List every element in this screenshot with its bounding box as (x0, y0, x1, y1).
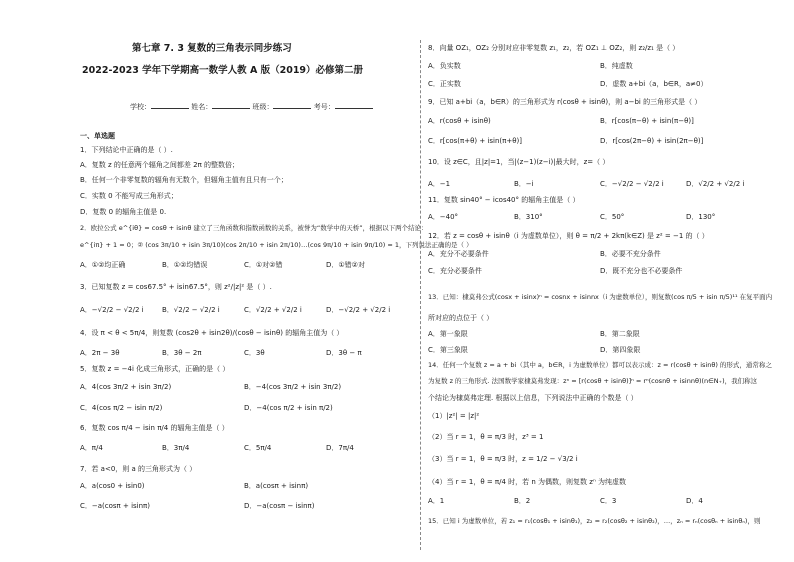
q12-option-d: D．既不充分也不必要条件 (600, 267, 683, 275)
question-7: 7．若 a<0，则 a 的三角形式为（ ） (80, 465, 197, 473)
school-blank[interactable] (151, 101, 189, 109)
q2-option-a: A．①②均正确 (80, 261, 126, 269)
q1-option-a: A．复数 z 的任意两个辐角之间都差 2π 的整数倍； (80, 161, 240, 169)
q1-option-b: B．任何一个非零复数的辐角有无数个，但辐角主值有且只有一个； (80, 176, 288, 184)
q12-option-b: B．必要不充分条件 (600, 250, 661, 258)
q4-option-d: D．3θ − π (326, 349, 362, 357)
q8-option-a: A．负实数 (428, 62, 461, 70)
q3-option-a: A．−√2/2 − √2/2 i (80, 306, 144, 314)
class-label: 班级： (252, 103, 274, 111)
q6-option-a: A．π/4 (80, 444, 103, 452)
q11-option-d: D．130° (686, 213, 716, 221)
q14-option-d: D．4 (686, 497, 703, 505)
q2-option-b: B．①②均错误 (162, 261, 208, 269)
question-13-line1: 13．已知：棣莫弗公式(cosx + isinx)ⁿ = cosnx + isinnx（i 为虚数单位），则复数(cos π/5 + isin π/5)¹¹ 在复平面内 (428, 293, 773, 301)
question-2-line2: e^{iπ} + 1 = 0；② (cos 3π/10 + isin 3π/10)(cos 2π/10 + isin 2π/10)…(cos 9π/10 + isin 9π/10) = 1，下列说法正确的是（ ） (80, 241, 473, 249)
q5-option-d: D．−4(cos π/2 + isin π/2) (244, 404, 333, 412)
question-4: 4．设 π < θ < 5π/4，则复数 (cos2θ + isin2θ)/(cosθ − isinθ) 的辐角主值为（ ） (80, 329, 344, 337)
q11-option-b: B．310° (514, 213, 543, 221)
doc-subtitle: 2022-2023 学年下学期高一数学人教 A 版（2019）必修第二册 (82, 65, 364, 76)
q1-option-d: D．复数 0 的辐角主值是 0. (80, 208, 167, 216)
q9-option-a: A．r(cosθ + isinθ) (428, 117, 491, 125)
column-divider (420, 40, 421, 550)
q7-option-d: D．−a(cosπ − isinπ) (244, 502, 315, 510)
q8-option-c: C．正实数 (428, 80, 461, 88)
question-14-line2: 为复数 z 的三角形式. 法国数学家棣莫弗发现：zⁿ = [r(cosθ + isinθ)]ⁿ = rⁿ(cosnθ + isinnθ)(n∈N₊)，我们称这 (428, 377, 758, 385)
q3-option-b: B．√2/2 − √2/2 i (162, 306, 220, 314)
q13-option-c: C．第三象限 (428, 346, 468, 354)
q6-option-d: D．7π/4 (326, 444, 354, 452)
q10-option-d: D．√2/2 + √2/2 i (686, 180, 745, 188)
q6-option-c: C．5π/4 (244, 444, 272, 452)
q14-option-b: B．2 (514, 497, 531, 505)
q10-option-c: C．−√2/2 − √2/2 i (600, 180, 664, 188)
question-3: 3．已知复数 z = cos67.5° + isin67.5°，则 z²/|z|² 是（ ）. (80, 283, 272, 291)
q12-option-a: A．充分不必要条件 (428, 250, 489, 258)
q11-option-c: C．50° (600, 213, 625, 221)
school-label: 学校： (130, 103, 151, 111)
q14-statement-4: （4）当 r = 1，θ = π/4 时，若 n 为偶数，则复数 zⁿ 为纯虚数 (428, 478, 626, 486)
id-blank[interactable] (335, 101, 373, 109)
q14-option-c: C．3 (600, 497, 617, 505)
question-12: 12．若 z = cosθ + isinθ（i 为虚数单位），则 θ = π/2 + 2kπ(k∈Z) 是 z² = −1 的（ ） (428, 232, 709, 240)
class-blank[interactable] (273, 101, 311, 109)
q3-option-c: C．√2/2 + √2/2 i (244, 306, 302, 314)
q3-option-d: D．−√2/2 + √2/2 i (326, 306, 391, 314)
q2-option-d: D．①错②对 (326, 261, 365, 269)
question-15: 15．已知 i 为虚数单位，若 z₁ = r₁(cosθ₁ + isinθ₁)，z₂ = r₂(cosθ₂ + isinθ₂)，…，zₙ = rₙ(cosθₙ + isinθₙ)，则 (428, 517, 761, 525)
question-1: 1．下列结论中正确的是（ ）. (80, 146, 173, 154)
q6-option-b: B．3π/4 (162, 444, 190, 452)
q12-option-c: C．充分必要条件 (428, 267, 482, 275)
question-13-line2: 所对应的点位于（ ） (428, 314, 494, 322)
question-5: 5．复数 z = −4i 化成三角形式，正确的是（ ） (80, 365, 230, 373)
question-6: 6．复数 cos π/4 − isin π/4 的辐角主值是（ ） (80, 424, 229, 432)
name-label: 姓名： (191, 103, 213, 111)
question-2-line1: 2．欧拉公式 e^{iθ} = cosθ + isinθ 建立了三角函数和指数函数的关系，被誉为“数学中的天桥”，根据以下两个结论： (80, 224, 428, 232)
q9-option-d: D．r[cos(2π−θ) + isin(2π−θ)] (600, 137, 704, 145)
q10-option-a: A．−1 (428, 180, 451, 188)
q14-statement-2: （2）当 r = 1，θ = π/3 时，z³ = 1 (428, 433, 544, 441)
question-10: 10．设 z∈C，且|z|=1，当|(z−1)(z−i)|最大时，z=（ ） (428, 158, 610, 166)
question-8: 8．向量 OZ₁，OZ₂ 分别对应非零复数 z₁，z₂，若 OZ₁ ⊥ OZ₂，则 z₂/z₁ 是（ ） (428, 44, 680, 52)
q5-option-b: B．−4(cos 3π/2 + isin 3π/2) (244, 383, 342, 391)
q7-option-c: C．−a(cosπ + isinπ) (80, 502, 150, 510)
q8-option-b: B．纯虚数 (600, 62, 633, 70)
id-label: 考号： (313, 103, 335, 111)
question-14-line3: 个结论为棣莫弗定理. 根据以上信息，下列说法中正确的个数是（ ） (428, 394, 638, 402)
q14-statement-3: （3）当 r = 1，θ = π/3 时，z = 1/2 − √3/2 i (428, 455, 578, 463)
q9-option-c: C．r[cos(π+θ) + isin(π+θ)] (428, 137, 522, 145)
question-9: 9．已知 a+bi（a，b∈R）的三角形式为 r(cosθ + isinθ)，则 a−bi 的三角形式是（ ） (428, 98, 702, 106)
q8-option-d: D．虚数 a+bi（a，b∈R，a≠0） (600, 80, 708, 88)
q9-option-b: B．r[cos(π−θ) + isin(π−θ)] (600, 117, 694, 125)
q4-option-c: C．3θ (244, 349, 265, 357)
q14-option-a: A．1 (428, 497, 445, 505)
q7-option-a: A．a(cos0 + isin0) (80, 482, 145, 490)
q5-option-a: A．4(cos 3π/2 + isin 3π/2) (80, 383, 172, 391)
q13-option-a: A．第一象限 (428, 330, 468, 338)
q4-option-a: A．2π − 3θ (80, 349, 120, 357)
q2-option-c: C．①对②错 (244, 261, 283, 269)
right-column (428, 0, 773, 562)
info-line (130, 101, 373, 112)
q13-option-d: D．第四象限 (600, 346, 641, 354)
q7-option-b: B．a(cosπ + isinπ) (244, 482, 309, 490)
question-14-line1: 14．任何一个复数 z = a + bi（其中 a，b∈R，i 为虚数单位）都可以表示成：z = r(cosθ + isinθ) 的形式，通常称之 (428, 361, 772, 369)
q1-option-c: C．实数 0 不能写成三角形式； (80, 192, 178, 200)
q4-option-b: B．3θ − 2π (162, 349, 202, 357)
section-heading: 一、单选题 (80, 132, 115, 140)
q13-option-b: B．第二象限 (600, 330, 640, 338)
name-blank[interactable] (212, 101, 250, 109)
q5-option-c: C．4(cos π/2 − isin π/2) (80, 404, 163, 412)
doc-title: 第七章 7. 3 复数的三角表示同步练习 (132, 43, 292, 54)
q11-option-a: A．−40° (428, 213, 459, 221)
q10-option-b: B．−i (514, 180, 534, 188)
q14-statement-1: （1）|z²| = |z|² (428, 412, 480, 420)
question-11: 11．复数 sin40° − icos40° 的辐角主值是（ ） (428, 196, 580, 204)
